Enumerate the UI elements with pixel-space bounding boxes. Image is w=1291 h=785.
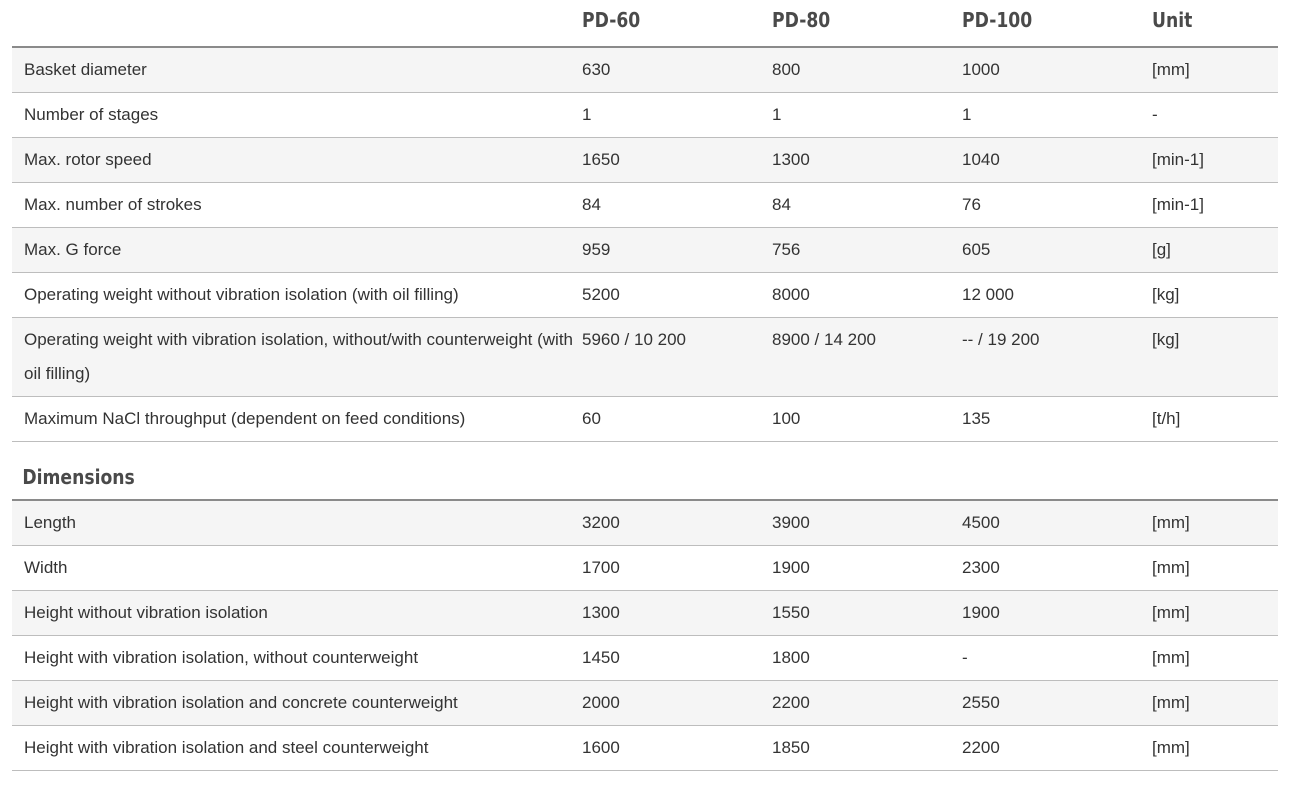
value-pd-60: 1: [582, 105, 592, 124]
table-row: [12, 681, 1278, 726]
value-pd-100: 1000: [962, 60, 1000, 79]
table-row: [12, 546, 1278, 591]
row-label: Length: [24, 513, 76, 532]
table-row: [12, 726, 1278, 771]
value-pd-60: 2000: [582, 693, 620, 712]
value-pd-80: 8000: [772, 285, 810, 304]
value-pd-60: 1450: [582, 648, 620, 667]
table-row: [12, 273, 1278, 318]
row-label: Height with vibration isolation and steel counterweight: [24, 738, 429, 757]
value-pd-100: 2200: [962, 738, 1000, 757]
table-row: [12, 318, 1278, 397]
value-pd-60: 5200: [582, 285, 620, 304]
value-pd-80: 800: [772, 60, 801, 79]
value-unit: -: [1152, 105, 1158, 124]
header-pd-80: PD-80: [772, 8, 831, 32]
dimensions-section-header: [12, 442, 1278, 501]
value-pd-100: 76: [962, 195, 981, 214]
value-unit: [mm]: [1152, 558, 1190, 577]
row-label: Operating weight without vibration isolation (with oil filling): [24, 285, 459, 304]
value-pd-60: 3200: [582, 513, 620, 532]
row-label: Height with vibration isolation and concrete counterweight: [24, 693, 458, 712]
value-pd-60: 1300: [582, 603, 620, 622]
value-pd-60: 630: [582, 60, 611, 79]
row-label: Number of stages: [24, 105, 159, 124]
spec-table: [12, 0, 1278, 771]
row-label: Height with vibration isolation, without counterweight: [24, 648, 419, 667]
value-pd-80: 1550: [772, 603, 810, 622]
row-label: Height without vibration isolation: [24, 603, 268, 622]
value-pd-80: 3900: [772, 513, 810, 532]
header-pd-60: PD-60: [582, 8, 641, 32]
value-pd-100: 12 000: [962, 285, 1014, 304]
value-pd-100: 1040: [962, 150, 1000, 169]
row-label: Max. rotor speed: [24, 150, 152, 169]
value-unit: [min-1]: [1152, 150, 1204, 169]
value-pd-100: 135: [962, 409, 991, 428]
value-pd-80: 1900: [772, 558, 810, 577]
value-pd-80: 756: [772, 240, 801, 259]
table-row: [12, 138, 1278, 183]
value-pd-60: 1700: [582, 558, 620, 577]
value-unit: [min-1]: [1152, 195, 1204, 214]
value-unit: [mm]: [1152, 648, 1190, 667]
value-pd-80: 84: [772, 195, 791, 214]
value-pd-100: 2550: [962, 693, 1000, 712]
value-pd-80: 1800: [772, 648, 810, 667]
section-title: Dimensions: [22, 465, 135, 489]
table-row: [12, 591, 1278, 636]
value-pd-60: 60: [582, 409, 601, 428]
value-pd-80: 1300: [772, 150, 810, 169]
row-label: Max. number of strokes: [24, 195, 202, 214]
value-pd-100: 4500: [962, 513, 1000, 532]
value-pd-80: 2200: [772, 693, 810, 712]
row-label: Max. G force: [24, 240, 122, 259]
value-pd-100: -- / 19 200: [962, 330, 1040, 349]
value-pd-100: 1: [962, 105, 972, 124]
row-label: Width: [24, 558, 68, 577]
table-row: [12, 501, 1278, 546]
value-pd-60: 959: [582, 240, 611, 259]
value-pd-60: 1650: [582, 150, 620, 169]
row-label: Operating weight with vibration isolation, without/with counterweight (with oil filling): [24, 330, 573, 383]
header-pd-100: PD-100: [962, 8, 1033, 32]
table-row: [12, 93, 1278, 138]
value-pd-80: 1: [772, 105, 782, 124]
value-pd-80: 8900 / 14 200: [772, 330, 876, 349]
value-unit: [mm]: [1152, 693, 1190, 712]
table-row: [12, 48, 1278, 93]
value-unit: [mm]: [1152, 738, 1190, 757]
header-unit: Unit: [1152, 8, 1193, 32]
value-pd-60: 84: [582, 195, 601, 214]
row-label: Basket diameter: [24, 60, 147, 79]
value-pd-100: 1900: [962, 603, 1000, 622]
value-pd-80: 100: [772, 409, 801, 428]
value-pd-60: 1600: [582, 738, 620, 757]
value-pd-100: -: [962, 648, 968, 667]
value-pd-80: 1850: [772, 738, 810, 757]
value-unit: [kg]: [1152, 285, 1180, 304]
table-row: [12, 228, 1278, 273]
value-pd-100: 605: [962, 240, 991, 259]
value-unit: [t/h]: [1152, 409, 1181, 428]
value-unit: [g]: [1152, 240, 1171, 259]
value-unit: [mm]: [1152, 513, 1190, 532]
row-label: Maximum NaCl throughput (dependent on feed conditions): [24, 409, 466, 428]
value-unit: [mm]: [1152, 60, 1190, 79]
table-header: [12, 0, 1278, 48]
table-row: [12, 636, 1278, 681]
table-row: [12, 397, 1278, 442]
value-unit: [mm]: [1152, 603, 1190, 622]
table-row: [12, 183, 1278, 228]
value-unit: [kg]: [1152, 330, 1180, 349]
value-pd-100: 2300: [962, 558, 1000, 577]
value-pd-60: 5960 / 10 200: [582, 330, 686, 349]
